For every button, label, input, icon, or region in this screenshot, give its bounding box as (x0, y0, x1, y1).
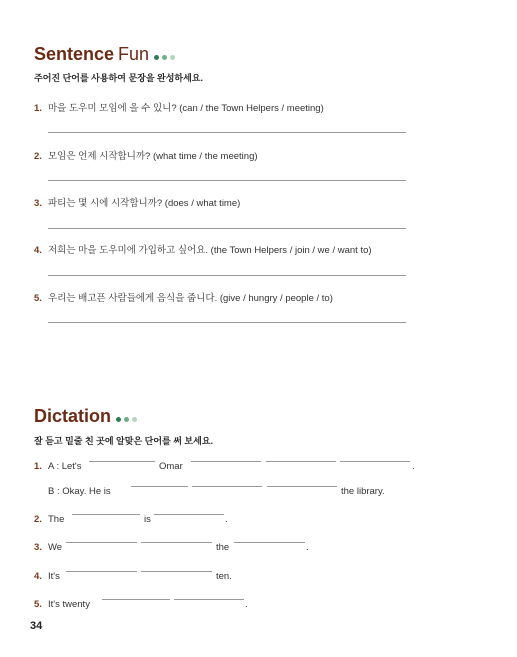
item-text: ten. (216, 571, 232, 582)
item-number: 5. (34, 599, 42, 610)
question-number: 5. (34, 293, 42, 304)
question-text: 파티는 몇 시에 시작합니까? (does / what time) (48, 198, 241, 209)
question-text: 마을 도우미 모임에 올 수 있니? (can / the Town Helpers / meeting) (48, 103, 324, 114)
sentence-question-1 (34, 100, 324, 114)
item-text: It's twenty (48, 599, 90, 610)
sentence-question-4 (34, 242, 372, 256)
question-text: 저희는 마을 도우미에 가입하고 싶어요. (the Town Helpers / join / we / want to) (48, 245, 372, 256)
blank[interactable] (141, 571, 212, 572)
sentence-question-5 (34, 290, 333, 304)
answer-line-2[interactable] (48, 180, 406, 181)
page-number: 34 (30, 620, 43, 632)
blank[interactable] (89, 461, 155, 462)
question-number: 4. (34, 245, 42, 256)
sentence-fun-title-light: Fun (118, 44, 150, 64)
item-number: 3. (34, 542, 42, 553)
question-text: 우리는 배고픈 사람들에게 음식을 줍니다. (give / hungry / people / to) (48, 293, 333, 304)
item-text: Omar (159, 461, 183, 472)
blank[interactable] (141, 542, 212, 543)
answer-line-1[interactable] (48, 132, 406, 133)
dictation-title (34, 406, 137, 427)
item-number: 1. (34, 461, 42, 472)
blank[interactable] (266, 461, 336, 462)
question-text: 모임은 언제 시작합니까? (what time / the meeting) (48, 151, 258, 162)
sentence-question-2 (34, 148, 258, 162)
item-text: The (48, 514, 65, 525)
blank[interactable] (192, 486, 262, 487)
item-text: It's (48, 571, 60, 582)
answer-line-5[interactable] (48, 322, 406, 323)
item-text: A : Let's (48, 461, 82, 472)
sentence-fun-title-bold: Sentence (34, 44, 115, 64)
item-text: is (144, 514, 151, 525)
question-number: 2. (34, 151, 42, 162)
item-number: 2. (34, 514, 42, 525)
item-text: the library. (341, 486, 385, 497)
dictation-instruction: 잘 듣고 밑줄 친 곳에 알맞은 단어를 써 보세요. (34, 436, 213, 446)
item-text: . (245, 599, 248, 610)
item-text: B : Okay. He is (48, 486, 111, 497)
answer-line-3[interactable] (48, 228, 406, 229)
item-text: . (306, 542, 309, 553)
blank[interactable] (131, 486, 188, 487)
title-dots-icon (116, 417, 137, 422)
blank[interactable] (234, 542, 305, 543)
question-number: 1. (34, 103, 42, 114)
blank[interactable] (72, 514, 140, 515)
blank[interactable] (267, 486, 337, 487)
item-text: . (412, 461, 415, 472)
blank[interactable] (102, 599, 170, 600)
blank[interactable] (66, 571, 137, 572)
blank[interactable] (191, 461, 261, 462)
dictation-title-text: Dictation (34, 406, 112, 426)
item-text: the (216, 542, 230, 553)
question-number: 3. (34, 198, 42, 209)
sentence-question-3 (34, 195, 240, 209)
sentence-fun-title (34, 44, 175, 65)
blank[interactable] (174, 599, 244, 600)
item-text: . (225, 514, 228, 525)
blank[interactable] (340, 461, 410, 462)
item-text: We (48, 542, 63, 553)
item-number: 4. (34, 571, 42, 582)
title-dots-icon (154, 55, 175, 60)
sentence-fun-instruction: 주어진 단어를 사용하여 문장을 완성하세요. (34, 73, 203, 83)
answer-line-4[interactable] (48, 275, 406, 276)
blank[interactable] (66, 542, 137, 543)
blank[interactable] (154, 514, 224, 515)
